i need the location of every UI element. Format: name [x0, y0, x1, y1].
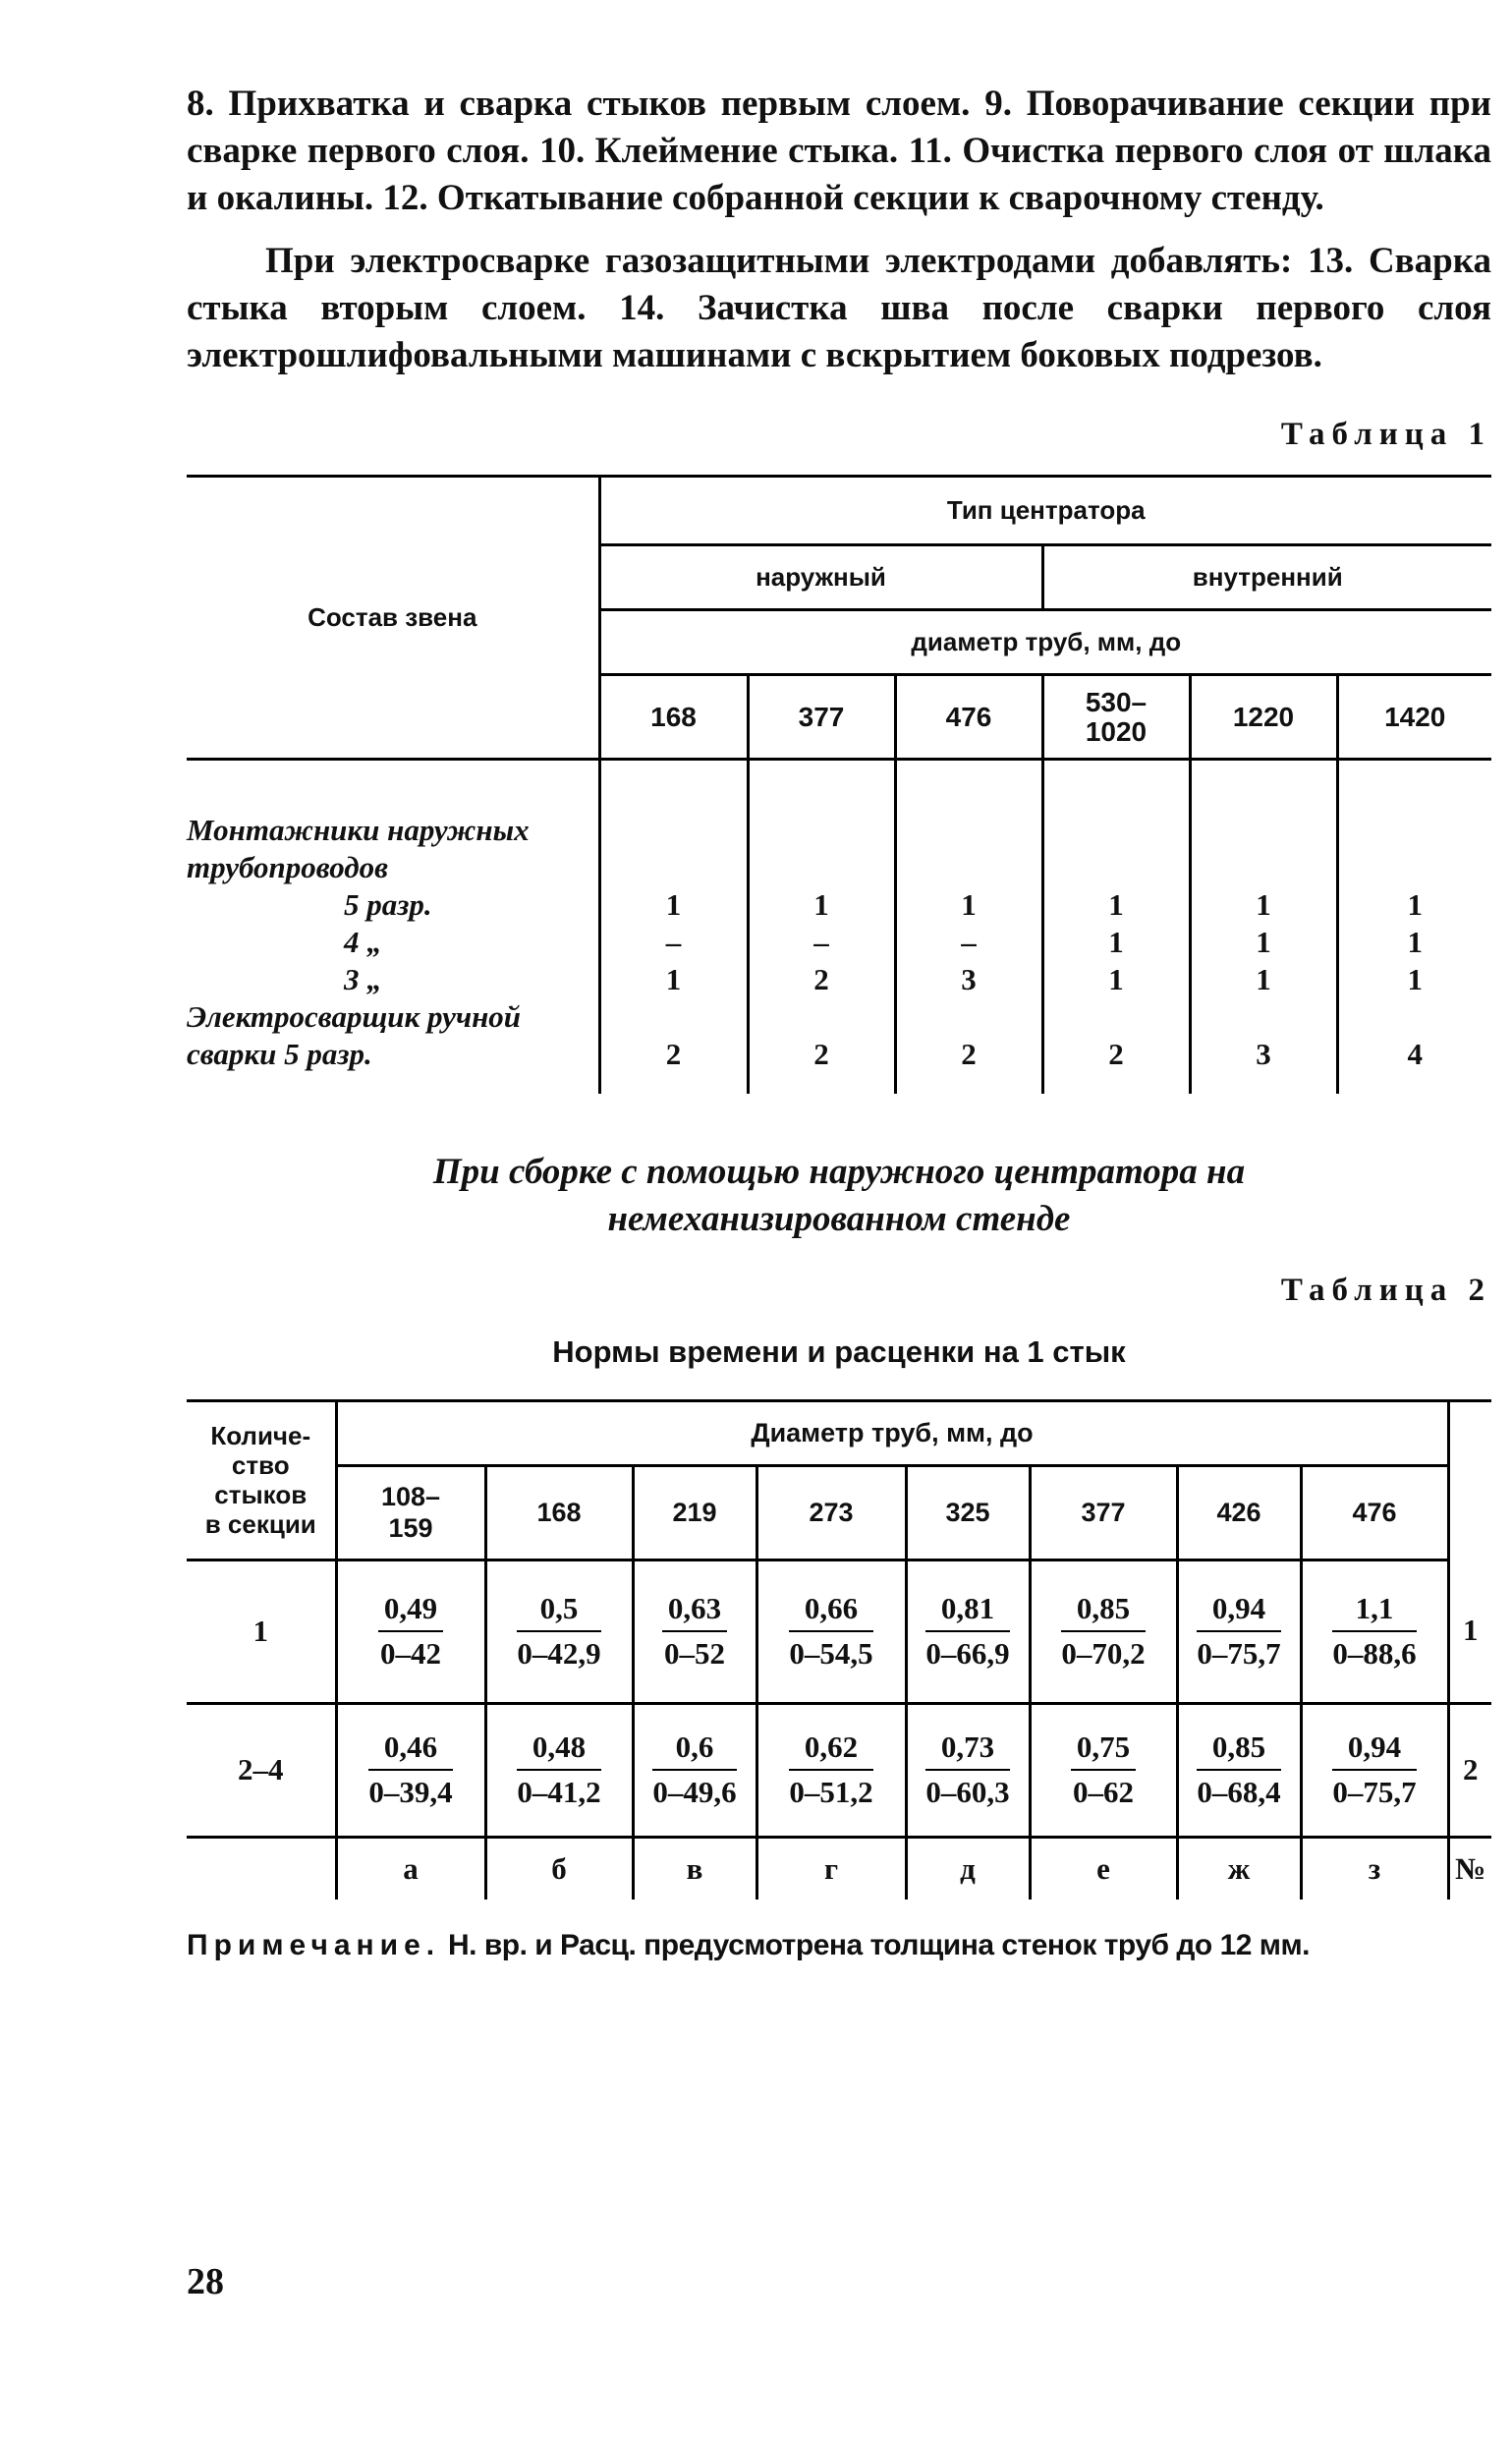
table2-title: Нормы времени и расценки на 1 стык: [552, 1333, 1126, 1369]
diameter-168: 168: [599, 675, 748, 760]
row2-cell-b: $\frac{0,48}{0-41,2}$: [485, 1703, 633, 1837]
t2-diameter-325: 325: [906, 1465, 1030, 1560]
row1-qty: 1: [187, 1560, 336, 1703]
t2-diameter-header: Диаметр труб, мм, до: [336, 1400, 1448, 1465]
row1-cell-zh: $\frac{0,94}{0-75,7}$: [1177, 1560, 1301, 1703]
type-external: наружный: [599, 545, 1042, 610]
diameter-1220: 1220: [1190, 675, 1337, 760]
crew-col-1420: 1 1 1 4: [1337, 760, 1491, 1094]
col-letter-e: е: [1030, 1837, 1177, 1900]
row2-cell-e: $\frac{0,75}{0-62}$: [1030, 1703, 1177, 1837]
row2-cell-z: $\frac{0,94}{0-75,7}$: [1301, 1703, 1448, 1837]
table1-crew-composition: [187, 475, 1491, 1094]
row2-cell-zh: $\frac{0,85}{0-68,4}$: [1177, 1703, 1301, 1837]
paragraph-operations: 8. Прихватка и сварка стыков первым слоем. 9. Поворачивание секции при сварке первого слоя. 10. Клеймение стыка. 11. Очистка первого слоя от шлака и окалины. 12. Откатывание собранной секции к сварочному стенду.: [187, 84, 1491, 218]
row2-number: 2: [1448, 1703, 1491, 1837]
paragraph-gas-shielded: При электросварке газозащитными электродами добавлять: 13. Сварка стыка вторым слоем. 14. Зачистка шва после сварки первого слоя электрошлифовальными машинами с вскрытием боковых подрезов.: [187, 241, 1491, 375]
t2-diameter-476: 476: [1301, 1465, 1448, 1560]
row1-cell-d: $\frac{0,81}{0-66,9}$: [906, 1560, 1030, 1703]
table2-note: [187, 1929, 1491, 1962]
row1-cell-b: $\frac{0,5}{0-42,9}$: [485, 1560, 633, 1703]
col-letter-d: д: [906, 1837, 1030, 1900]
col-letter-a: а: [336, 1837, 485, 1900]
row1-cell-e: $\frac{0,85}{0-70,2}$: [1030, 1560, 1177, 1703]
col-letter-v: в: [633, 1837, 756, 1900]
document-page: [187, 81, 1491, 1962]
no-column-header: [1448, 1400, 1491, 1560]
note-label: Примечание.: [187, 1929, 441, 1961]
section-subheading: При сборке с помощью наружного центратора на немеханизированном стенде: [432, 1151, 1246, 1239]
row1-cell-a: $\frac{0,49}{0-42}$: [336, 1560, 485, 1703]
row1-cell-z: $\frac{1,1}{0-88,6}$: [1301, 1560, 1448, 1703]
col-letter-g: г: [756, 1837, 906, 1900]
note-text: Н. вр. и Расц. предусмотрена толщина стенок труб до 12 мм.: [440, 1929, 1310, 1961]
label-grade5: 5 разр.: [344, 887, 432, 922]
centrator-type-header: Тип центратора: [599, 477, 1491, 545]
no-label: №: [1448, 1837, 1491, 1900]
label-welder: Электросварщик ручной сварки 5 разр.: [187, 999, 522, 1071]
table2-caption: Таблица 2: [1280, 1272, 1491, 1308]
t2-diameter-168: 168: [485, 1465, 633, 1560]
diameter-1420: 1420: [1337, 675, 1491, 760]
diameter-476: 476: [895, 675, 1042, 760]
t2-diameter-108-159: 108– 159: [336, 1465, 485, 1560]
crew-col-377: 1 – 2 2: [748, 760, 895, 1094]
label-grade4: 4 „: [344, 925, 382, 959]
col-letter-zh: ж: [1177, 1837, 1301, 1900]
row1-cell-v: $\frac{0,63}{0-52}$: [633, 1560, 756, 1703]
col-letter-b: б: [485, 1837, 633, 1900]
table2-time-norms: [187, 1399, 1491, 1900]
page-number: 28: [187, 2261, 224, 2302]
label-fitters: Монтажники наружных трубопроводов: [187, 813, 530, 884]
type-internal: внутренний: [1042, 545, 1491, 610]
row1-cell-g: $\frac{0,66}{0-54,5}$: [756, 1560, 906, 1703]
crew-col-530-1020: 1 1 1 2: [1042, 760, 1190, 1094]
t2-diameter-219: 219: [633, 1465, 756, 1560]
t2-diameter-426: 426: [1177, 1465, 1301, 1560]
row2-cell-v: $\frac{0,6}{0-49,6}$: [633, 1703, 756, 1837]
table1-caption: Таблица 1: [1280, 417, 1491, 452]
diameter-530-1020: 530– 1020: [1042, 675, 1190, 760]
row1-number: 1: [1448, 1560, 1491, 1703]
crew-col-168: 1 – 1 2: [599, 760, 748, 1094]
diameter-377: 377: [748, 675, 895, 760]
qty-header: Количе- ство стыков в секции: [187, 1400, 336, 1560]
row2-cell-a: $\frac{0,46}{0-39,4}$: [336, 1703, 485, 1837]
crew-col-1220: 1 1 1 3: [1190, 760, 1337, 1094]
col-letter-z: з: [1301, 1837, 1448, 1900]
row2-cell-d: $\frac{0,73}{0-60,3}$: [906, 1703, 1030, 1837]
t2-diameter-273: 273: [756, 1465, 906, 1560]
t2-diameter-377: 377: [1030, 1465, 1177, 1560]
row2-cell-g: $\frac{0,62}{0-51,2}$: [756, 1703, 906, 1837]
diameter-header: диаметр труб, мм, до: [599, 610, 1491, 675]
letters-row-blank: [187, 1837, 336, 1900]
crew-col-476: 1 – 3 2: [895, 760, 1042, 1094]
crew-header: Состав звена: [187, 477, 599, 760]
crew-labels: [187, 760, 599, 1094]
row2-qty: 2–4: [187, 1703, 336, 1837]
label-grade3: 3 „: [344, 962, 382, 996]
